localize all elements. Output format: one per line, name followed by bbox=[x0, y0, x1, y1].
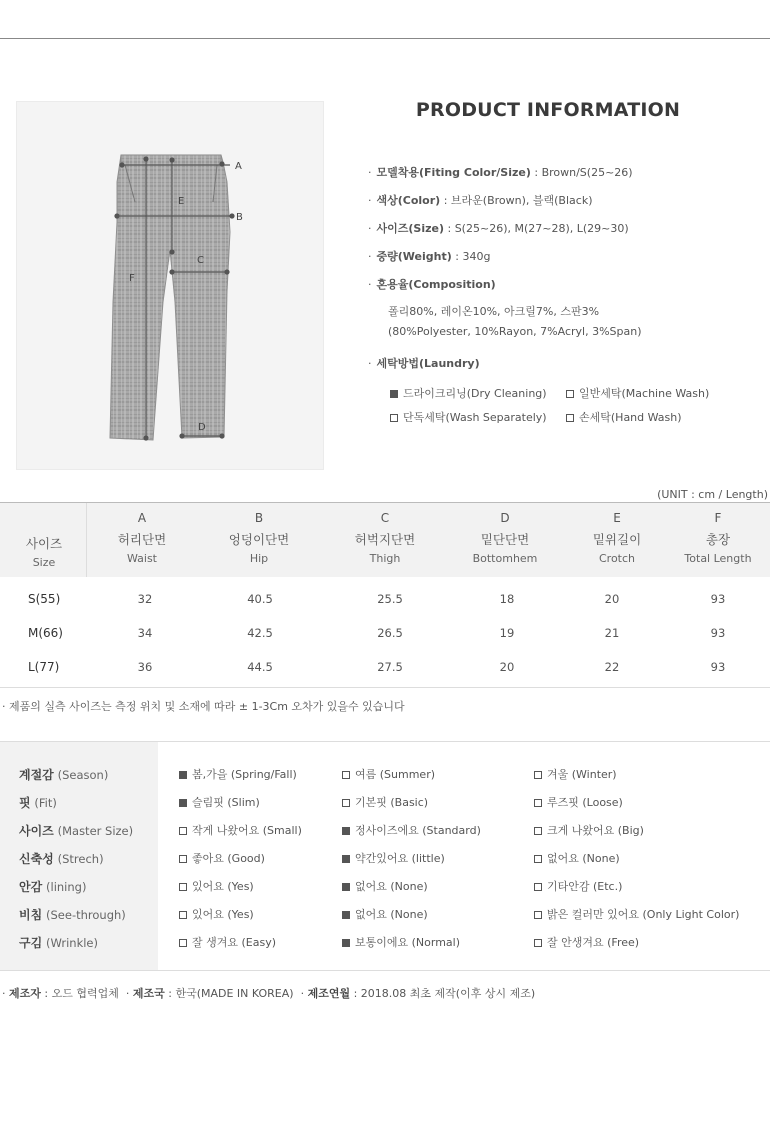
fit-basic: 기본핏 (Basic) bbox=[342, 794, 428, 810]
cell-l-total: 93 bbox=[710, 660, 726, 674]
feature-table-bottom-rule bbox=[0, 970, 770, 971]
cell-m-thigh: 26.5 bbox=[377, 626, 403, 640]
diagram-label-d: D bbox=[198, 422, 206, 433]
info-row-composition: · 혼용율(Composition) bbox=[368, 278, 496, 291]
checked-box-icon bbox=[342, 911, 350, 919]
laundry-hand-wash: 손세탁(Hand Wash) bbox=[566, 409, 682, 425]
lining-none: 없어요 (None) bbox=[342, 878, 428, 894]
col-total-length: F 총장 Total Length bbox=[684, 511, 752, 565]
pants-measurement-diagram bbox=[17, 102, 325, 471]
unchecked-box-icon bbox=[534, 855, 542, 863]
col-bottomhem: D 밑단단면 Bottomhem bbox=[472, 511, 538, 565]
cell-s-crotch: 20 bbox=[604, 592, 620, 606]
top-divider bbox=[0, 38, 770, 39]
size-unit: (UNIT : cm / Length) bbox=[657, 488, 768, 501]
diagram-label-e: E bbox=[178, 196, 185, 207]
col-waist: A 허리단면 Waist bbox=[117, 511, 167, 565]
unchecked-box-icon bbox=[179, 827, 187, 835]
size-table-bottom-rule bbox=[0, 687, 770, 688]
info-row-laundry: · 세탁방법(Laundry) bbox=[368, 357, 480, 370]
cell-l-bottomhem: 20 bbox=[499, 660, 515, 674]
checked-box-icon bbox=[342, 939, 350, 947]
stretch-none: 없어요 (None) bbox=[534, 850, 620, 866]
row-label-l: L(77) bbox=[28, 660, 60, 674]
size-header-cell: 사이즈 Size bbox=[25, 536, 63, 569]
lining-etc: 기타안감 (Etc.) bbox=[534, 878, 622, 894]
laundry-machine-wash: 일반세탁(Machine Wash) bbox=[566, 385, 709, 401]
season-winter: 겨울 (Winter) bbox=[534, 766, 617, 782]
product-info-title: PRODUCT INFORMATION bbox=[415, 99, 681, 121]
feature-label-season: 계절감 (Season) bbox=[19, 768, 109, 782]
cell-m-bottomhem: 19 bbox=[499, 626, 515, 640]
cell-l-crotch: 22 bbox=[604, 660, 620, 674]
info-row-weight: · 중량(Weight) : 340g bbox=[368, 250, 491, 263]
checked-box-icon bbox=[342, 827, 350, 835]
pants-silhouette bbox=[110, 155, 230, 440]
unchecked-box-icon bbox=[179, 855, 187, 863]
diagram-label-f: F bbox=[129, 273, 135, 284]
checked-box-icon bbox=[179, 799, 187, 807]
cell-m-total: 93 bbox=[710, 626, 726, 640]
manufacturer-info: · 제조자 : 오드 협력업체 · 제조국 : 한국(MADE IN KOREA) · 제조연월 : 2018.08 최초 제작(이후 상시 제조) bbox=[2, 987, 536, 1000]
cell-s-bottomhem: 18 bbox=[499, 592, 515, 606]
stretch-little: 약간있어요 (little) bbox=[342, 850, 445, 866]
season-spring-fall: 봄,가을 (Spring/Fall) bbox=[179, 766, 297, 782]
feature-label-stretch: 신축성 (Strech) bbox=[19, 852, 104, 866]
composition-korean: 폴리80%, 레이온10%, 아크릴7%, 스판3% bbox=[388, 305, 600, 318]
season-summer: 여름 (Summer) bbox=[342, 766, 435, 782]
cell-s-total: 93 bbox=[710, 592, 726, 606]
info-row-size: · 사이즈(Size) : S(25~26), M(27~28), L(29~30) bbox=[368, 222, 629, 235]
see-through-light-color: 밝은 컬러만 있어요 (Only Light Color) bbox=[534, 906, 739, 922]
unchecked-box-icon bbox=[534, 771, 542, 779]
unchecked-box-icon bbox=[566, 414, 574, 422]
size-note: · 제품의 실측 사이즈는 측정 위치 및 소재에 따라 ± 1-3Cm 오차가 있을수 있습니다 bbox=[2, 700, 405, 713]
lining-yes: 있어요 (Yes) bbox=[179, 878, 254, 894]
fit-slim: 슬림핏 (Slim) bbox=[179, 794, 260, 810]
stretch-good: 좋아요 (Good) bbox=[179, 850, 265, 866]
cell-l-waist: 36 bbox=[137, 660, 153, 674]
fit-loose: 루즈핏 (Loose) bbox=[534, 794, 623, 810]
size-table-header bbox=[0, 503, 770, 577]
see-through-yes: 있어요 (Yes) bbox=[179, 906, 254, 922]
unchecked-box-icon bbox=[534, 939, 542, 947]
composition-english: (80%Polyester, 10%Rayon, 7%Acryl, 3%Span) bbox=[388, 325, 642, 338]
row-label-s: S(55) bbox=[28, 592, 61, 606]
see-through-none: 없어요 (None) bbox=[342, 906, 428, 922]
cell-l-thigh: 27.5 bbox=[377, 660, 403, 674]
size-big: 크게 나왔어요 (Big) bbox=[534, 822, 644, 838]
unchecked-box-icon bbox=[342, 771, 350, 779]
unchecked-box-icon bbox=[179, 939, 187, 947]
cell-s-waist: 32 bbox=[137, 592, 153, 606]
diagram-label-b: B bbox=[236, 212, 243, 223]
size-standard: 정사이즈에요 (Standard) bbox=[342, 822, 481, 838]
checked-box-icon bbox=[179, 771, 187, 779]
unchecked-box-icon bbox=[342, 799, 350, 807]
cell-m-hip: 42.5 bbox=[247, 626, 273, 640]
checked-box-icon bbox=[342, 883, 350, 891]
row-label-m: M(66) bbox=[28, 626, 63, 640]
unchecked-box-icon bbox=[534, 883, 542, 891]
product-image bbox=[16, 101, 324, 470]
wrinkle-free: 잘 안생겨요 (Free) bbox=[534, 934, 639, 950]
info-row-color: · 색상(Color) : 브라운(Brown), 블랙(Black) bbox=[368, 194, 593, 207]
feature-label-lining: 안감 (lining) bbox=[19, 880, 87, 894]
diagram-label-a: A bbox=[235, 161, 242, 172]
laundry-wash-separately: 단독세탁(Wash Separately) bbox=[390, 409, 547, 425]
cell-s-thigh: 25.5 bbox=[377, 592, 403, 606]
unchecked-box-icon bbox=[179, 911, 187, 919]
cell-m-waist: 34 bbox=[137, 626, 153, 640]
unchecked-box-icon bbox=[566, 390, 574, 398]
laundry-dry-cleaning: 드라이크리닝(Dry Cleaning) bbox=[390, 385, 547, 401]
cell-s-hip: 40.5 bbox=[247, 592, 273, 606]
cell-m-crotch: 21 bbox=[604, 626, 620, 640]
col-crotch: E 밑위길이 Crotch bbox=[592, 511, 642, 565]
unchecked-box-icon bbox=[534, 799, 542, 807]
unchecked-box-icon bbox=[390, 414, 398, 422]
unchecked-box-icon bbox=[534, 911, 542, 919]
unchecked-box-icon bbox=[179, 883, 187, 891]
unchecked-box-icon bbox=[534, 827, 542, 835]
checked-box-icon bbox=[342, 855, 350, 863]
feature-label-wrinkle: 구김 (Wrinkle) bbox=[19, 936, 98, 950]
col-thigh: C 허벅지단면 Thigh bbox=[354, 511, 416, 565]
feature-label-master-size: 사이즈 (Master Size) bbox=[19, 824, 134, 838]
col-hip: B 엉덩이단면 Hip bbox=[228, 511, 290, 565]
feature-label-fit: 핏 (Fit) bbox=[19, 796, 57, 810]
cell-l-hip: 44.5 bbox=[247, 660, 273, 674]
wrinkle-normal: 보통이에요 (Normal) bbox=[342, 934, 460, 950]
diagram-label-c: C bbox=[197, 255, 204, 266]
info-row-fitting: · 모델착용(Fiting Color/Size) : Brown/S(25~26) bbox=[368, 166, 633, 179]
wrinkle-easy: 잘 생겨요 (Easy) bbox=[179, 934, 276, 950]
feature-label-see-through: 비침 (See-through) bbox=[19, 908, 126, 922]
size-small: 작게 나왔어요 (Small) bbox=[179, 822, 302, 838]
checked-box-icon bbox=[390, 390, 398, 398]
